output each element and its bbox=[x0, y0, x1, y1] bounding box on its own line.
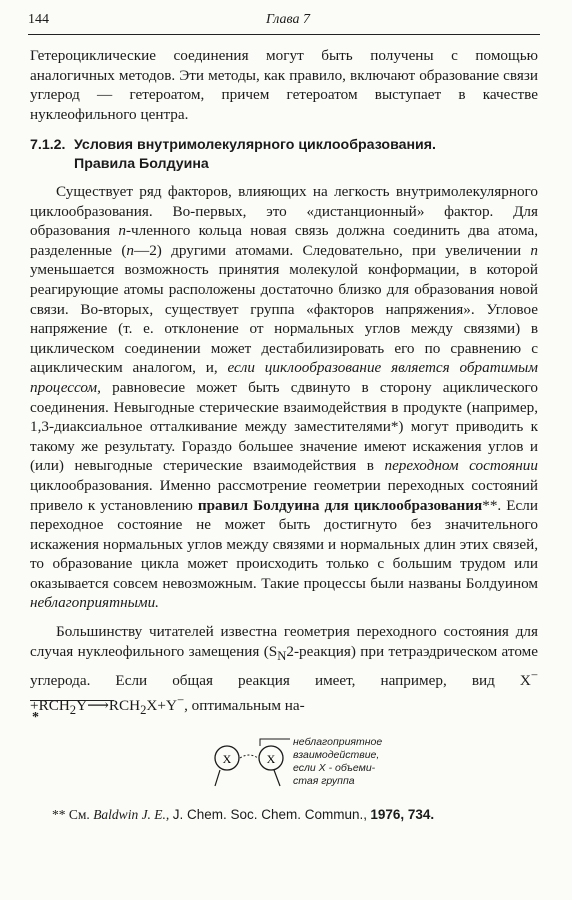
footnote2 bbox=[52, 806, 532, 824]
bond-right bbox=[274, 770, 280, 786]
p1-italic-transition-state: переходном состоянии bbox=[384, 457, 538, 475]
diagram-note-line: неблагоприятное bbox=[293, 736, 383, 748]
p2-text-6: , оптимальным на- bbox=[184, 696, 305, 714]
chapter-title: Глава 7 bbox=[266, 12, 310, 27]
p1-italic-disfavored: неблагоприятными. bbox=[30, 594, 159, 612]
p2-sub-2a: 2 bbox=[69, 702, 77, 717]
p1-var-n2: n bbox=[126, 241, 135, 259]
paragraph-sn2 bbox=[30, 622, 538, 721]
interaction-arc bbox=[240, 755, 258, 758]
p1-text-5: равновесие может быть сдвинуто в сторону ациклического соединения. Невыгодные стерические взаимодействия в продукте (например, 1,3-диаксиальное отталкивание между заместителями*) могут приводить к такому же результату. Гораздо большее значение имеют искажения углов и (или) невыгодные стерические взаимодействия в bbox=[30, 378, 538, 475]
p1-text-2: -членного кольца новая связь должна соединить два атома, разделенные ( bbox=[30, 222, 538, 259]
p1-var-n3: n bbox=[530, 241, 539, 259]
section-number: 7.1.2. bbox=[30, 137, 66, 153]
bond-left bbox=[215, 770, 220, 786]
page-number: 144 bbox=[28, 12, 49, 27]
paragraph-factors bbox=[30, 182, 538, 613]
p2-text-3: +RCH bbox=[30, 696, 70, 714]
p1-text-4: уменьшается возможность принятия молекулой конформации, в которой реагирующие атомы расположены достаточно близко для образования новой связи. Во-вторых, существует группа «факторов напряжения». Угловое напряжение (т. е. отклонение от нормальных углов между связями) в циклическом соединении может дестабилизировать его по сравнению с ациклическим аналогом, и, bbox=[30, 261, 538, 377]
diagram-note-line: стая группа bbox=[293, 775, 355, 787]
p1-text-6: циклообразования. Именно рассмотрение геометрии переходных состояний привело к установлению bbox=[30, 476, 538, 514]
p2-text-4: Y⟶RCH bbox=[76, 696, 141, 714]
p1-text-3: —2) другими атомами. Следовательно, при увеличении bbox=[134, 241, 531, 259]
leader-line bbox=[260, 739, 290, 746]
running-header bbox=[28, 12, 540, 35]
p2-text-5: X+Y bbox=[146, 696, 177, 714]
section-heading bbox=[30, 136, 538, 174]
footnote2-mark: ** bbox=[52, 807, 66, 822]
footnote-separator bbox=[30, 700, 114, 701]
p1-italic-reversible: если циклообразование является обратимым процессом, bbox=[30, 359, 538, 396]
intro-paragraph: Гетероциклические соединения могут быть получены с помощью аналогичных методов. Эти методы, как правило, включают образование связи углерод — гетероатом, причем гетероатом выступает в качестве нуклеофильного центра. bbox=[30, 47, 538, 123]
footnote2-see: См. bbox=[68, 807, 90, 822]
p1-bold-baldwin-rules: правил Болдуина для циклообразования bbox=[197, 496, 483, 514]
atom-x-right: X bbox=[266, 752, 276, 766]
p2-text-1: Большинству читателей известна геометрия переходного состояния для случая нуклеофильного замещения (S bbox=[30, 623, 538, 660]
p1-text-7: **. Если переходное состояние не может быть достигнуто без значительного искажения нормальных углов между связями и нормальных длин этих связей, то образование цикла может происходить только с большим трудом или оказывается совсем невозможным. Такие процессы были названы Болдуином bbox=[30, 496, 538, 592]
footnote2-year-page: 1976, 734. bbox=[370, 807, 435, 822]
diagram-note-line: взаимодействие, bbox=[293, 749, 380, 761]
diagram-note bbox=[293, 736, 423, 788]
footnote1-mark: * bbox=[32, 710, 39, 725]
footnote2-journal: J. Chem. Soc. Chem. Commun., bbox=[172, 807, 367, 822]
section-title-line2: Правила Болдуина bbox=[74, 156, 209, 172]
p2-sub-2b: 2 bbox=[140, 702, 147, 717]
atom-x-left: X bbox=[222, 752, 232, 766]
p2-text-2: 2-реакция) при тетраэдрическом атоме углерода. Если общая реакция имеет, например, вид X bbox=[30, 642, 538, 690]
footnote2-author: Baldwin J. E., bbox=[93, 807, 170, 822]
p2-sup-minus2: − bbox=[176, 692, 185, 707]
p1-var-n1: n bbox=[118, 222, 126, 240]
section-title-line1: Условия внутримолекулярного циклообразования. bbox=[74, 137, 437, 153]
p2-sub-n: N bbox=[277, 648, 287, 663]
p2-sup-minus1: − bbox=[530, 668, 538, 683]
p1-text-1: Существует ряд факторов, влияющих на легкость внутримолекулярного циклообразования. Во-первых, это «дистанционный» фактор. Для образования bbox=[30, 183, 538, 240]
diagram-note-line: если X - объеми- bbox=[293, 762, 376, 774]
